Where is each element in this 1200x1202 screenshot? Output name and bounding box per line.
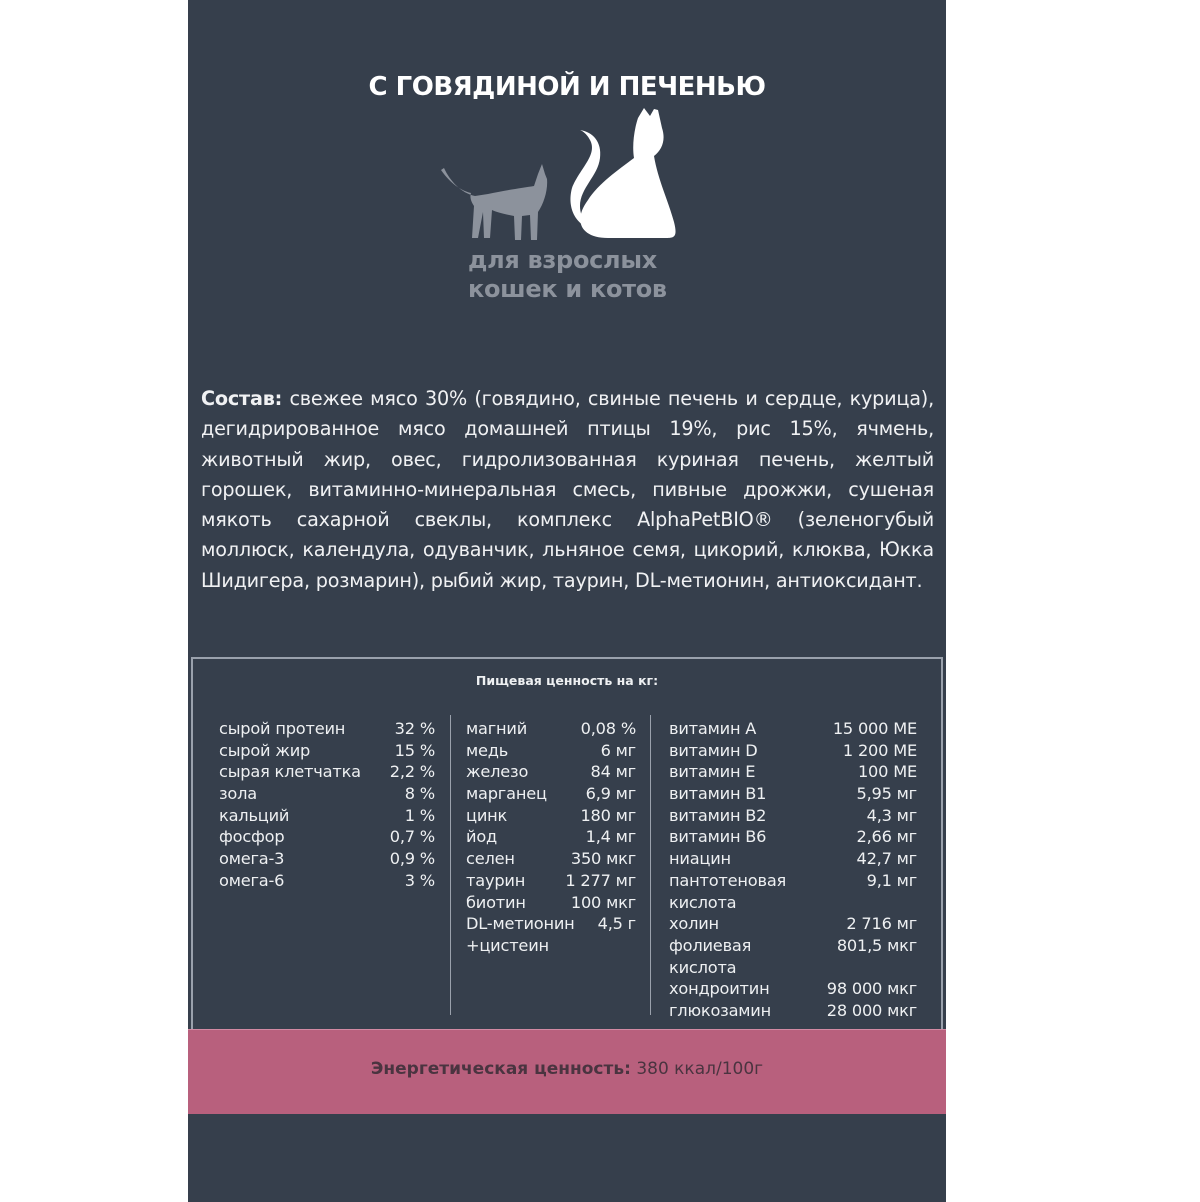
nutrient-value: 6 мг	[600, 740, 636, 760]
composition-label: Состав:	[201, 387, 283, 410]
nutrient-value: 6,9 мг	[585, 784, 636, 804]
nutrient-value: 9,1 мг	[866, 870, 917, 890]
nutrient-name: зола	[219, 784, 257, 804]
nutrient-value: 2,2 %	[389, 762, 435, 782]
energy-text	[188, 1059, 946, 1079]
nutrient-value: 4,3 мг	[866, 805, 917, 825]
nutrient-value: 15 000 МЕ	[832, 719, 917, 738]
package-panel	[188, 0, 946, 1202]
nutrient-row	[669, 913, 917, 935]
nutrient-value: 180 мг	[580, 805, 636, 825]
nutrient-value: 0,9 %	[389, 849, 435, 869]
nutrition-column-1	[219, 718, 435, 892]
nutrient-value: 100 МЕ	[857, 762, 917, 782]
nutrient-row	[466, 740, 636, 762]
nutrient-row	[466, 805, 636, 827]
big-cat-icon	[570, 108, 675, 238]
nutrient-name: таурин	[466, 870, 526, 890]
nutrient-name: марганец	[466, 784, 547, 804]
nutrient-name: витамин Е	[669, 762, 756, 782]
small-cat-icon	[441, 164, 547, 240]
nutrient-name: кислота	[669, 957, 737, 977]
nutrient-row	[466, 913, 636, 935]
nutrient-value: 1,4 мг	[585, 827, 636, 847]
nutrient-row	[669, 892, 917, 914]
nutrient-row	[669, 978, 917, 1000]
nutrient-row	[669, 935, 917, 957]
nutrient-row	[669, 718, 917, 740]
nutrient-name: витамин В1	[669, 784, 767, 804]
nutrient-name: глюкозамин	[669, 1000, 772, 1020]
nutrient-name: сырой жир	[219, 740, 311, 760]
nutrient-name: омега-6	[219, 870, 285, 890]
nutrient-row	[669, 870, 917, 892]
nutrient-row	[669, 826, 917, 848]
nutrient-value: 32 %	[394, 719, 435, 738]
nutrient-row	[669, 957, 917, 979]
nutrient-row	[219, 848, 435, 870]
nutrient-value: 84 мг	[590, 762, 636, 782]
nutrient-value: 8 %	[404, 784, 435, 804]
nutrient-row	[466, 783, 636, 805]
nutrition-column-3	[669, 718, 917, 1022]
nutrient-row	[466, 826, 636, 848]
nutrient-name: омега-3	[219, 849, 285, 869]
nutrient-value: 3 %	[404, 870, 435, 890]
cats-illustration	[188, 0, 946, 250]
nutrient-row	[669, 1000, 917, 1022]
nutrient-row	[219, 718, 435, 740]
energy-value: 380 ккал/100г	[636, 1059, 764, 1079]
nutrient-value: 4,5 г	[597, 914, 636, 934]
nutrient-name: пантотеновая	[669, 870, 787, 890]
product-title: С ГОВЯДИНОЙ И ПЕЧЕНЬЮ	[368, 72, 766, 102]
nutrient-value: 2 716 мг	[846, 914, 917, 934]
nutrient-value: 0,7 %	[389, 827, 435, 847]
nutrient-name: сырой протеин	[219, 719, 346, 738]
nutrient-name: селен	[466, 849, 515, 869]
nutrient-value: 2,66 мг	[856, 827, 917, 847]
nutrient-value: 98 000 мкг	[826, 979, 917, 999]
nutrient-row	[219, 783, 435, 805]
nutrient-row	[466, 718, 636, 740]
nutrient-name: цинк	[466, 805, 508, 825]
nutrient-row	[219, 740, 435, 762]
column-divider	[450, 715, 451, 1015]
nutrient-name: витамин В6	[669, 827, 767, 847]
nutrient-name: холин	[669, 914, 719, 934]
nutrient-row	[669, 783, 917, 805]
energy-bar	[188, 1029, 946, 1114]
nutrient-row	[669, 805, 917, 827]
nutrient-row	[219, 761, 435, 783]
nutrient-value: 42,7 мг	[856, 849, 917, 869]
nutrient-row	[219, 826, 435, 848]
nutrition-table	[191, 657, 943, 1029]
age-label-line2: кошек и котов	[468, 275, 667, 303]
nutrient-row	[466, 870, 636, 892]
nutrient-row	[466, 892, 636, 914]
nutrient-row	[669, 848, 917, 870]
nutrient-name: DL-метионин	[466, 914, 575, 934]
nutrient-name: йод	[466, 827, 498, 847]
nutrient-name: медь	[466, 740, 509, 760]
age-label-line1: для взрослых	[468, 246, 657, 274]
nutrient-value: 28 000 мкг	[826, 1000, 917, 1020]
nutrient-row	[466, 935, 636, 957]
nutrition-title: Пищевая ценность на кг:	[475, 673, 659, 688]
nutrient-row	[669, 761, 917, 783]
nutrient-name: магний	[466, 719, 528, 738]
nutrient-name: витамин D	[669, 740, 758, 760]
nutrient-row	[669, 740, 917, 762]
nutrition-column-2	[466, 718, 636, 957]
nutrient-name: железо	[466, 762, 529, 782]
nutrient-value: 1 277 мг	[565, 870, 636, 890]
nutrient-value: 1 %	[404, 805, 435, 825]
nutrient-value: 1 200 МЕ	[842, 740, 917, 760]
nutrient-value: 801,5 мкг	[836, 935, 917, 955]
nutrient-name: хондроитин	[669, 979, 770, 999]
nutrient-name: биотин	[466, 892, 526, 912]
nutrient-value: 5,95 мг	[856, 784, 917, 804]
nutrient-row	[219, 805, 435, 827]
nutrient-name: фосфор	[219, 827, 285, 847]
nutrient-name: ниацин	[669, 849, 731, 869]
nutrient-value: 100 мкг	[570, 892, 636, 912]
nutrient-value: 0,08 %	[580, 719, 636, 738]
nutrient-name: кальций	[219, 805, 290, 825]
nutrient-name: витамин А	[669, 719, 757, 738]
composition-text	[201, 384, 934, 596]
nutrient-name: +цистеин	[466, 935, 549, 955]
nutrient-value: 350 мкг	[570, 849, 636, 869]
composition-body: свежее мясо 30% (говядино, свиные печень и сердце, курица), дегидрированное мясо домашней птицы 19%, рис 15%, ячмень, животный жир, овес, гидролизованная куриная печень, желтый горошек, витаминно-минеральная смесь, пивные дрожжи, сушеная мякоть сахарной свеклы, комплекс AlphaPetBIO® (зеленогубый моллюск, календула, одуванчик, льняное семя, цикорий, клюква, Юкка Шидигера, розмарин), рыбий жир, таурин, DL-метионин, антиоксидант.	[201, 387, 934, 592]
target-age-label	[468, 246, 728, 304]
nutrient-row	[219, 870, 435, 892]
nutrient-name: сырая клетчатка	[219, 762, 361, 782]
nutrient-name: витамин В2	[669, 805, 767, 825]
energy-label: Энергетическая ценность:	[370, 1059, 631, 1079]
column-divider	[650, 715, 651, 1015]
nutrient-value: 15 %	[394, 740, 435, 760]
nutrient-name: фолиевая	[669, 935, 752, 955]
nutrient-name: кислота	[669, 892, 737, 912]
nutrient-row	[466, 848, 636, 870]
nutrient-row	[466, 761, 636, 783]
